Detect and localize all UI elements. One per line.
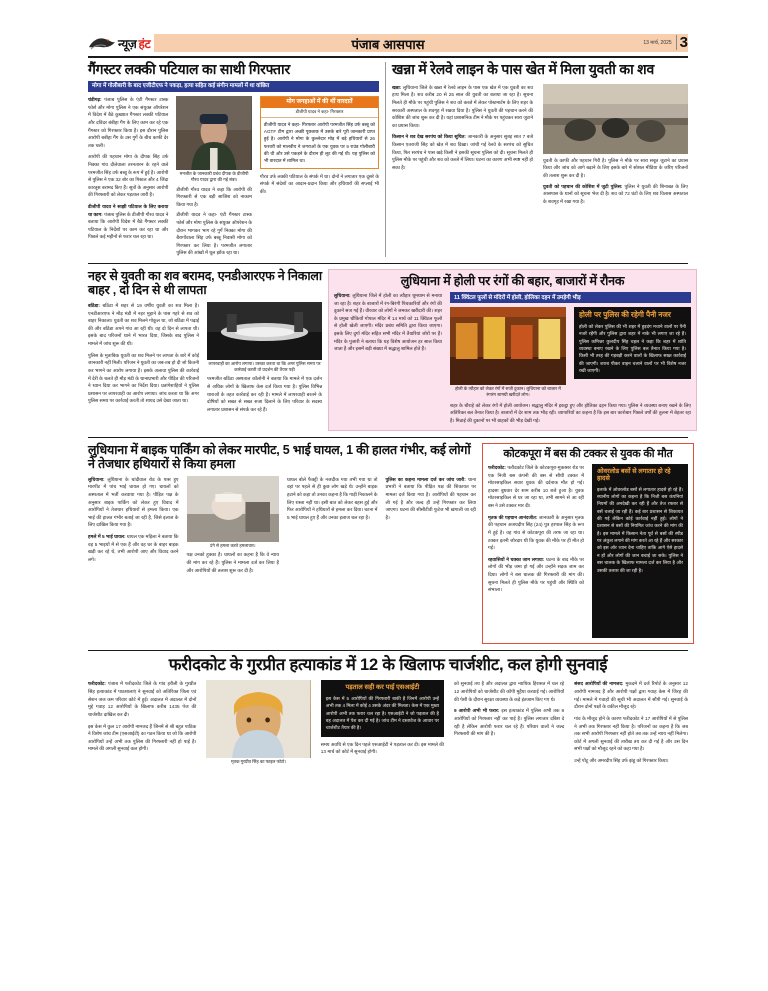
section-divider	[88, 437, 688, 438]
story-holi-headline: लुधियाना में होली पर रंगों की बहार, बाजारों में रौनक	[400, 274, 625, 289]
section-four	[88, 656, 688, 765]
paragraph-text: जानकारी के अनुसार मृतक की पहचान अजयदीप सिंह (24) पुत्र हरपाल सिंह के रूप में हुई है। वह गांव से कोटकपूरा की तरफ जा रहा था। टक्कर इतनी जोरदार थी कि युवक की मौके पर ही मौत हो गई।	[488, 514, 585, 551]
dateline: फरीदकोट:	[88, 681, 106, 687]
sidebar-box-title: ओवरलोड बसों से लगातार हो रहे हादसे	[597, 468, 671, 483]
page-sheet	[88, 32, 691, 967]
paragraph-text: जानकारी के अनुसार सुबह सात 7 बजे किसान एतराजी सिंह को खेत में शव दिखा। जांची गई रेलवे के सरपंच को सूचित किया, फिर सरपंच ने पास खड़े किसी ने इसकी सूचना पुलिस को दी। सूचना मिलते ही पुलिस मौके पर पहुंची और शव को कब्जे में लिया। घटना का कारण अभी स्पष्ट नहीं हो सका है।	[392, 134, 534, 170]
paragraph	[88, 680, 196, 718]
story-holi-subhead: 11 क्विंटल फूलों से मंदिरों में होली, होलिका दहन में उमड़ेगी भीड़	[450, 292, 691, 303]
photo-victim-portrait	[206, 680, 311, 758]
story-bike-parking-headline: लुधियाना में बाइक पार्किंग को लेकर मारपीट, 5 भाई घायल, 1 की हालत गंभीर, कई लोगों ने तेजधार हथियारों से किया हमला	[88, 442, 471, 471]
dateline: लुधियाना:	[334, 293, 351, 299]
photo-holi-market	[450, 307, 566, 385]
photo-injured-victim	[187, 476, 279, 542]
story-khanna-body	[385, 62, 688, 257]
paragraph-text: इस हत्याकांड में पुलिस अभी तक 9 आरोपियों को गिरफ्तार नहीं कर पाई है। पुलिस लगातार दबिश दे रही है लेकिन आरोपी फरार चल रहे हैं। परिवार वालों ने जल्द गिरफ्तारी की मांग की है।	[454, 708, 565, 737]
paragraph-text: पंजाब में फरीदकोट जिले के गांव हरीली के गुरप्रीत सिंह हत्याकांड में पाठशालाएं ने सुनवाई को अतिरिक्त जिला एवं सेशन जज कम परिवार कोर्ट में हुई। अदालत में अदालत में दोनों मुद्दे गवाह 12 आरोपियों के खिलाफ करीब 1435 पेज की चार्जशीट दाखिल कर दी।	[88, 681, 197, 717]
sub-deck: डीजीपी यादव ने साझी पटियाल के लिए कराया था काम:	[88, 204, 169, 217]
story-canal-headline: नहर से युवती का शव बरामद, एनडीआरएफ ने निकाला बाहर , दो दिन से थी लापता	[88, 269, 322, 298]
paragraph-text: लुधियाना जिले के खन्ना में रेलवे लाइन के पास एक खेत में एक युवती का शव हाथ मिला है। शव करीब 20 से 25 साल की युवती का बताया जा रहा है। सूचना मिलते ही मौके पर पहुंची पुलिस ने शव को कब्जे में लेकर पोस्टमार्टम के लिए शहर के सरकारी अस्पताल के शवगृह में रखवा दिया है। पुलिस ने युवती की पहचान करने की कोशिश की जांच शुरू कर दी है। यहां प्रशासनिक टीम ने मौके पर पहुंचकर सारा जुटाने का प्रयास किया।	[392, 84, 534, 128]
story-holi-body	[328, 269, 697, 431]
sub-deck: किसान ने शव देख सरपंच को किया सूचित:	[392, 134, 466, 140]
paragraph: घायल बोले फैक्ट्री के नजदीक गया तभी गया था तो वहां पर पहले से ही कुछ लोग खड़े थे। उन्होंने बाइक हटाने को कहा तो उनका कहना है कि गाड़ी निकालने के लिए रास्ता नहीं था। इसी बात को लेकर बहस हुई और फिर आरोपियों ने हथियारों से हमला कर दिया। घटना में 5 भाई घायल हुए हैं और उनका इलाज चल रहा है।	[286, 476, 378, 520]
paragraph-text: फरीदकोट जिले के कोटकपूरा-मुक्तसर रोड पर एक निजी बस कंपनी की बस से सीधी टक्कर में मोटरसाइकिल सवार युवक की दर्दनाक मौत हो गई। हादसा बुधवार देर शाम करीब 10 बजे हुआ है। युवक मोटरसाइकिल से घर जा रहा था, तभी सामने से आ रही बस ने उसे टक्कर मार दी।	[488, 465, 584, 509]
paragraph: पुलिस के मुताबिक युवती का शव मिलने पर लापता के बारे में कोई जानकारी नहीं मिली। परिजन ने युवती का जब-तब हो दी जो कितनी कर भागने का आरोप लगाया है। इसके अलावा पुलिस की कार्रवाई में देरी के चलते ही मौड़ मंडी के थानाप्रभारी और पीड़ित की परिजनों ने ध्यान दिया कर भागने का निर्देश दिया। प्रतांगेशाहियों ने पुलिस प्रशासन पर लापरवाही का आरोप लगाया। जांच करता था कि अगर पुलिस समय पर कार्रवाई करती तो शायद उसे देखा जाता था।	[88, 352, 200, 404]
paragraph	[488, 514, 584, 552]
photo-caption: मृतक गुरप्रीत सिंह का फाइल फोटो।	[230, 759, 287, 765]
story-chargesheet-col1	[88, 680, 201, 765]
story-gangster-col3	[256, 96, 379, 257]
sub-deck: 9 आरोपी अभी भी फरार:	[454, 708, 500, 714]
sub-deck: हमले में 5 भाई घायल:	[88, 533, 126, 539]
story-bike-col4	[381, 476, 476, 575]
story-bike-col3	[283, 476, 382, 575]
sidebar-box-title: होली पर पुलिस की रहेगी पैनी नजर	[579, 310, 671, 320]
section-two	[88, 269, 691, 431]
sidebar-box-body: इलाके में ओवरलोड बसों से लगातार हादसे हो रहे हैं। स्थानीय लोगों का कहना है कि निजी बस कंपनियां नियमों की अनदेखी कर रही हैं और तेज रफ्तार से बसें चलाई जा रही हैं। कई बार प्रशासन से शिकायत की गई लेकिन कोई कार्रवाई नहीं हुई। लोगों ने प्रशासन से बसों की नियमित जांच करने की मांग की है। इस मामले में किसान नेता पूर्व से बसों की स्पीड पर अंकुश लगाने की मांग करते आ रहे हैं और सरकार को इस ओर ध्यान देना चाहिए ताकि आगे ऐसे हादसे न हों और लोगों की जान बचाई जा सके। पुलिस ने बस चालक के खिलाफ मामला दर्ज कर लिया है और उसकी तलाश की जा रही है।	[597, 486, 683, 573]
story-bike-parking-brawl	[88, 443, 482, 644]
photo-caption: मनजीत के जानकारी प्रबंध दीपक के डीजीपी गौरव यादव द्वारा की गई संत्रा।	[179, 171, 249, 182]
sidebar-box-locations	[260, 96, 379, 169]
sub-deck: युवती को पहचान की कोशिश में जुटी पुलिस:	[543, 183, 623, 189]
paragraph: समय अवधि से एक दिन पहले एसआईटी ने पड़ताल कर दी। इस मामले की 13 मार्च को कोर्ट में सुनवाई होगी।	[320, 741, 444, 755]
paragraph-text: घटना के बाद मौके पर लोगों की भीड़ जमा हो गई और उन्होंने सड़क जाम कर दिया। लोगों ने बस चालक की गिरफ्तारी की मांग की। सूचना मिलते ही पुलिस मौके पर पहुंची और स्थिति को संभाला।	[488, 556, 584, 593]
paragraph-text: पुलिस ने युवती की शिनाख्त के लिए आसपास के थानों को सूचना भेज दी है। शव को 72 घंटों के लिए शव विलास अस्पताल के शवगृह में रखा गया है।	[543, 183, 688, 204]
sub-deck: मृतक की पहचान आनंदजीत:	[488, 514, 538, 520]
story-holi-col3	[570, 307, 691, 397]
paragraph	[488, 464, 584, 510]
story-holi-right	[446, 292, 691, 425]
paragraph-text: घायल एक महिला ने बताया कि वह 5 भाइयों में से एक हैं और वह घर के बाहर बाइक खड़ी कर रहे थे, तभी आरोपी आए और विवाद करने लगे।	[88, 533, 179, 562]
paragraph	[488, 556, 584, 594]
sidebar-box-subtitle: डीजीपी यादव ने कहा- गिरफ्तार	[261, 108, 378, 118]
story-bus-collision	[482, 443, 694, 644]
paragraph	[334, 292, 442, 353]
story-khanna-col2	[538, 84, 688, 206]
paragraph	[392, 133, 533, 171]
paragraph: डीजीपी गौरव यादव ने कहा कि आरोपी की गिरफ्तारी से एक बड़ी साजिश को नाकाम किया गया है।	[176, 186, 252, 207]
section-three	[88, 443, 688, 644]
paragraph-text: लुधियाना जिले में होली का त्यौहार धूमधाम से मनाया जा रहा है। शहर के बाजारों में रंग-बिरंगी पिचकारियों और रंगों की दुकानें सज गई हैं। वीरवार को लोगों ने जमकर खरीदारी की। शहर के प्रमुख चौकियों गोपाल मंदिर में 14 मार्च को 11 क्विंटल फूलों से होली खेली जाएगी। मंदिर प्रबंध समिति द्वारा किया जाएगा। इसके लिए दुर्गा मंदिर सहित सभी मंदिर में तैयारियां जोरों पर हैं। मंदिर के पुजारी ने बताया कि यह विशेष आयोजन हर साल किया जाता है और इसमें बड़ी संख्या में श्रद्धालु शामिल होते हैं।	[334, 293, 442, 352]
dateline: चंडीगढ़:	[88, 97, 102, 103]
story-gangster-col1	[88, 96, 172, 257]
story-chargesheet-headline: फरीदकोट के गुरप्रीत हत्याकांड में 12 के खिलाफ चार्जशीट, कल होगी सुनवाई	[168, 656, 608, 675]
paragraph: को सुनवाई तय है और अदालत द्वारा न्यायिक हिरासत में चल रहे 12 आरोपियों को चार्जशीट की कॉपी मुहैया करवाई गई। आरोपियों की पेशी के दौरान सुरक्षा व्यवस्था के कड़े इंतजाम किए गए थे।	[454, 681, 565, 702]
logo-word-hunt: हंट	[138, 36, 151, 51]
sub-deck: पुलिस का कहना मामला दर्ज कर जांच जारी:	[385, 476, 466, 482]
masthead-section-title-text: पंजाब आसपास	[345, 37, 430, 52]
paragraph-text: पंजाब पुलिस के डीजीपी गौरव यादव ने बताया कि आरोपी विदेश में बैठे गैंगस्टर लक्की पटियाल के निर्देशों पर काम कर रहा था और पिछले कई महीनों से फरार चल रहा था।	[88, 211, 169, 240]
story-chargesheet-col2	[201, 680, 316, 765]
dateline: फरीदकोट:	[488, 465, 506, 471]
section-divider	[88, 263, 688, 264]
paragraph	[88, 203, 168, 241]
sidebar-box-title: पड़ताल सही कर पाई एसआईटी	[345, 684, 420, 692]
story-holi-col2	[450, 307, 570, 397]
paragraph	[88, 96, 168, 149]
story-canal-col2	[203, 302, 322, 413]
story-khanna-headline: खन्ना में रेलवे लाइन के पास खेत में मिला युवती का शव	[392, 61, 655, 77]
paragraph: इस केस में कुल 17 आरोपी नामजद हैं जिनमें से श्री बहुत पाठिक ने विशेष जांच टीम (एसआईटी) का गठन किया था जो कि आरोपी आरोपियों उन्हें अभी तक पुलिस की गिरफ्तारी नहीं हो पाई है। मामले की अगली सुनवाई कल होगी।	[88, 723, 197, 752]
paragraph	[574, 680, 688, 710]
paragraph: शहर के चौराहे को लेकर रंगों में होली आयोजन। श्रद्धालु मंदिर में इकट्ठा हुए और होलिका दहन किया गया। पुलिस ने व्यवस्था बनाए रखने के लिए अतिरिक्त बल तैनात किया है। बाजारों में देर शाम तक भीड़ रही। व्यापारियों का कहना है कि इस बार कारोबार पिछले वर्षों की तुलना में बेहतर रहा है। मिठाई की दुकानों पर भी ग्राहकों की भीड़ देखी गई।	[450, 402, 691, 424]
paragraph-text: लुधियाना के चांदीवाल रोड के पास हुए मारपीट में पांच भाई घायल हो गए। घायलों को अस्पताल में भर्ती करवाया गया है। पीड़ित पक्ष के अनुसार बाइक पार्किंग को लेकर हुए विवाद में आरोपियों ने तेजधार हथियारों से हमला किया। एक भाई की हालत गंभीर बताई जा रही है, जिसे इलाज के लिए दाखिल किया गया है।	[88, 476, 179, 528]
paragraph: परमजीत बठिंडा अस्पताल कॉलोनी ने बताया कि मामले में एक दर्जन से अधिक लोगों के खिलाफ केस दर्ज किया गया है। पुलिस विभिन्न धाराओं के तहत कार्रवाई कर रही है। मामले में लापरवाही बरतने के दोषियों को सख्त से सख्त सजा दिलाने के लिए परिवार के सदस्य लगातार प्रशासन से संपर्क कर रहे हैं।	[207, 376, 322, 412]
sidebar-box-overloaded-buses	[592, 464, 688, 638]
sidebar-box-body: डीजीपी यादव ने कहा- गिरफ्तार आरोपी परमजीत सिंह उर्फ बब्बू को AGTF टीम द्वारा अच्छी पूछताछ में उसके बारे पूरी जानकारी प्राप्त हुई है। आरोपी ने मोगा के कुल्लेदार मोड़ में बड़े हथियारों से 26 फरवरी को मालवीय ने जगराओं के एक युवक पर 9 राउंड गोलीबारी की थी और उसे पकड़ने के दौरान ही लूट की गई थी। यह पुलिस को भी वारदात में शामिल था।	[263, 121, 375, 164]
photo-caption: दंगे से हमला करते हमलावार।	[209, 542, 256, 548]
masthead-section-title	[88, 35, 688, 53]
story-bike-col1	[88, 476, 183, 575]
story-canal-col1	[88, 302, 203, 413]
sidebar-box-sit-probe	[321, 680, 444, 736]
masthead-date: 13 मार्च, 2025	[643, 39, 672, 46]
story-holi-col1	[334, 292, 446, 425]
paragraph-text: थाना प्रभारी ने बताया कि पीड़ित पक्ष की शिकायत पर मामला दर्ज किया गया है। आरोपियों की पहचान कर ली गई है और जल्द ही उन्हें गिरफ्तार कर लिया जाएगा। घटना की सीसीटीवी फुटेज भी खंगाली जा रही है।	[385, 476, 477, 520]
paragraph: गांव के मौजूद होने के कारण फरीदकोट ने 17 आरोपियों में से पुलिस ने अभी तक गिरफ्तार नहीं किया है। परिजनों का कहना है कि जब तक सभी आरोपी गिरफ्तार नहीं होते तब तक उन्हें न्याय नहीं मिलेगा। कोर्ट में अगली सुनवाई की तारीख तय कर दी गई है और उस दिन सभी पक्षों को मौजूद रहने को कहा गया है।	[574, 715, 688, 752]
photo-ndrf-rescue	[207, 302, 322, 360]
section-divider	[88, 650, 688, 651]
story-bus-col2	[588, 464, 688, 638]
paragraph: युवती के काफी और पहचान गिरी है। पुलिस ने मौके पर सारा सबूत जुटाने का प्रयास किया और जांच को आगे बढ़ाने के लिए इसके बारे में सोशल मीडिया के जरिए परिजनों की तलाश शुरू कर दी है।	[543, 157, 688, 178]
paragraph	[88, 533, 179, 563]
paragraph	[543, 183, 688, 206]
dateline: बठिंडा:	[88, 303, 100, 309]
photo-police-officer	[176, 96, 252, 170]
paragraph: डीजीपी यादव ने कहा- एंटी गैंगस्टर टास्क फोर्स और मोगा पुलिस के संयुक्त ऑपरेशन के दौरान भागकर भाग रहे गुर्गे निक्का मोगा की बैरागोंवाला सिंह उर्फ बब्बू निवासी मोगा को गिरफ्तार कर लिया है। परमजीत लगातार पुलिस की आंखों में धूल झोंक रहा था।	[176, 212, 252, 256]
paragraph-text: बठिंडा में शहर से 19 वर्षीय युवती का शव मिला है। एनडीआरएफ ने मौड़ मंडी में नहर मुहाने के पास गहरे से शव को बाहर निकाला। युवती का शव मिलने गोकुल था, जो बठिंडा में पढ़ाई की और बठिंडा अपने गांव आ रही थी। वह दो दिन से लापता थी। इसके बाद परिजनों थाने में भारत दिया, जिसके बाद पुलिस ने मामले में जांच शुरू की थी।	[88, 303, 200, 347]
story-bus-collision-headline: कोटकपूरा में बस की टक्कर से युवक की मौत	[503, 447, 673, 460]
photo-caption: होली के त्यौहार को लेकर रंगों में सजी दुकान। लुधियाना को बाजार में रंगारंग सामग्री खरीदते लोग।	[455, 386, 561, 398]
story-bike-col2	[183, 476, 283, 575]
photo-crime-scene-field	[543, 84, 688, 154]
story-bus-col1	[488, 464, 588, 638]
story-khanna-col1	[392, 84, 538, 206]
story-gangster-col2	[172, 96, 256, 257]
paragraph	[385, 476, 476, 522]
photo-caption: लापरवाही का आरोप लगाया। उसका करता था कि अगर पुलिस समय पर कार्रवाई करती तो प्रदर्शन की तैयार पड़ी	[208, 361, 321, 372]
story-gangster-arrest-headline: गैंगस्टर लक्की पटियाल का साथी गिरफ्तार	[88, 61, 290, 77]
sub-deck: रहवासियों ने चक्का जाम लगाया:	[488, 556, 545, 562]
paragraph	[454, 707, 564, 737]
story-chargesheet-col3	[316, 680, 449, 765]
paragraph: आरोपी की पहचान मोगा के दीपक सिंह उर्फ निक्का गांव दौलेवाला तरनतारन के रहने वाले परमजीत सिंह उर्फ बब्बू के रूप में हुई है। आरोपी से पुलिस ने एक 32 बोर का पिस्टल और 4 जिंदा कारतूस बरामद किए हैं। सूत्रों के अनुसार आरोपी की गिरफ्तारी को लेकर पड़ताल जारी है।	[88, 154, 169, 198]
story-gangster-arrest	[88, 62, 385, 257]
paragraph	[88, 476, 179, 529]
sidebar-box-body: इस केस में 5 आरोपियों की गिरफ्तारी बाकी है जिनमें आरोपी उन्हें अभी तक 4 मिला में कोई 4 उसके अंदर की मिलता। केस में एक मुख्य आरोपी अभी तक फरार चल रहा है। एसआईटी ने जो पड़ताल की है वह अदालत में पेश कर दी गई है। जांच टीम ने दस्तावेज के आधार पर चार्जशीट तैयार की है।	[325, 696, 439, 731]
dateline: लुधियाना:	[88, 476, 105, 482]
paragraph: उन्हें पोंटू और अमरदीप सिंह उर्फ झंडू को गिरफ्तार किया।	[574, 757, 669, 763]
paragraph: गौरव उर्फ लक्की पटियाल के संपर्क में था। दोनों ने लगातार एक दूसरे के संपर्क में संदेशों का आदान-प्रदान किया और हथियारों की सप्लाई भी की।	[259, 173, 379, 194]
paragraph: पक्ष उनको हुक्का है। घायलों का कहना है कि वे न्याय की मांग कर रहे हैं। पुलिस ने मामला दर्ज कर लिया है और आरोपियों की तलाश शुरू कर दी है।	[186, 552, 279, 573]
section-one	[88, 62, 688, 257]
paragraph	[392, 84, 533, 130]
paragraph	[88, 302, 199, 348]
paragraph-text: मुकदमे में दर्ज रिपोर्ट के अनुसार 12 आरोपी नामजद हैं और आरोपी पक्षों द्वारा गवाह केस में जिरह की गई। मामले में गवाहों की सूची भी अदालत में सौंपी गई। सुनवाई के दौरान दोनों पक्षों के वकील मौजूद रहे।	[574, 681, 688, 710]
masthead	[88, 32, 688, 58]
sidebar-box-body: होली को लेकर पुलिस की भी शहर में हुड़दंग मचाने वालों पर पैनी नजरें रहेंगी और पुलिस द्वारा शहर में नाके भी लगाए जा रहे हैं। पुलिस कमिश्नर कुलदीप सिंह चहल ने कहा कि शहर में शांति व्यवस्था बनाए रखने के लिए पुलिस बल तैनात किया गया है। किसी भी तरह की गड़बड़ी करने वालों के खिलाफ सख्त कार्रवाई की जाएगी। शराब पीकर वाहन चलाने वालों पर भी विशेष नजर रखी जाएगी।	[579, 323, 686, 374]
paragraph-text: पंजाब पुलिस के एंटी गैंगस्टर टास्क फोर्स और मोगा पुलिस ने एक संयुक्त ऑपरेशन में विदेश में बैठे कुख्यात गैंगस्टर लक्की पटियाल और दविंदर बंबीहा गैंग के लिए काम कर रहे एक गैंगस्टर को गिरफ्तार किया है। इस दौरान पुलिस आरोपी बबीहा गैंग के उस गुर्गे के बीच काफी देर तक चली।	[88, 97, 169, 148]
story-chargesheet-col4	[449, 680, 569, 765]
sidebar-box-police-alert	[574, 307, 691, 379]
story-gangster-arrest-subhead: मोगा में गोलीबारी के बाद एजीटीएफ ने पकड़ा, हत्या सहित कई संगीन मामलों में था वांछित	[88, 81, 379, 92]
page-number: 3	[676, 35, 688, 50]
masthead-meta	[635, 35, 688, 50]
dateline: खन्ना:	[392, 84, 402, 90]
sidebar-box-title: मोग जगहाओं में की थीं वारदातें	[261, 97, 378, 108]
story-canal-body	[88, 269, 328, 431]
logo-word-news: न्यूज़	[118, 36, 137, 51]
story-chargesheet-col5	[569, 680, 688, 765]
sub-deck: संसद आरोपियों की नामजद:	[574, 681, 624, 687]
